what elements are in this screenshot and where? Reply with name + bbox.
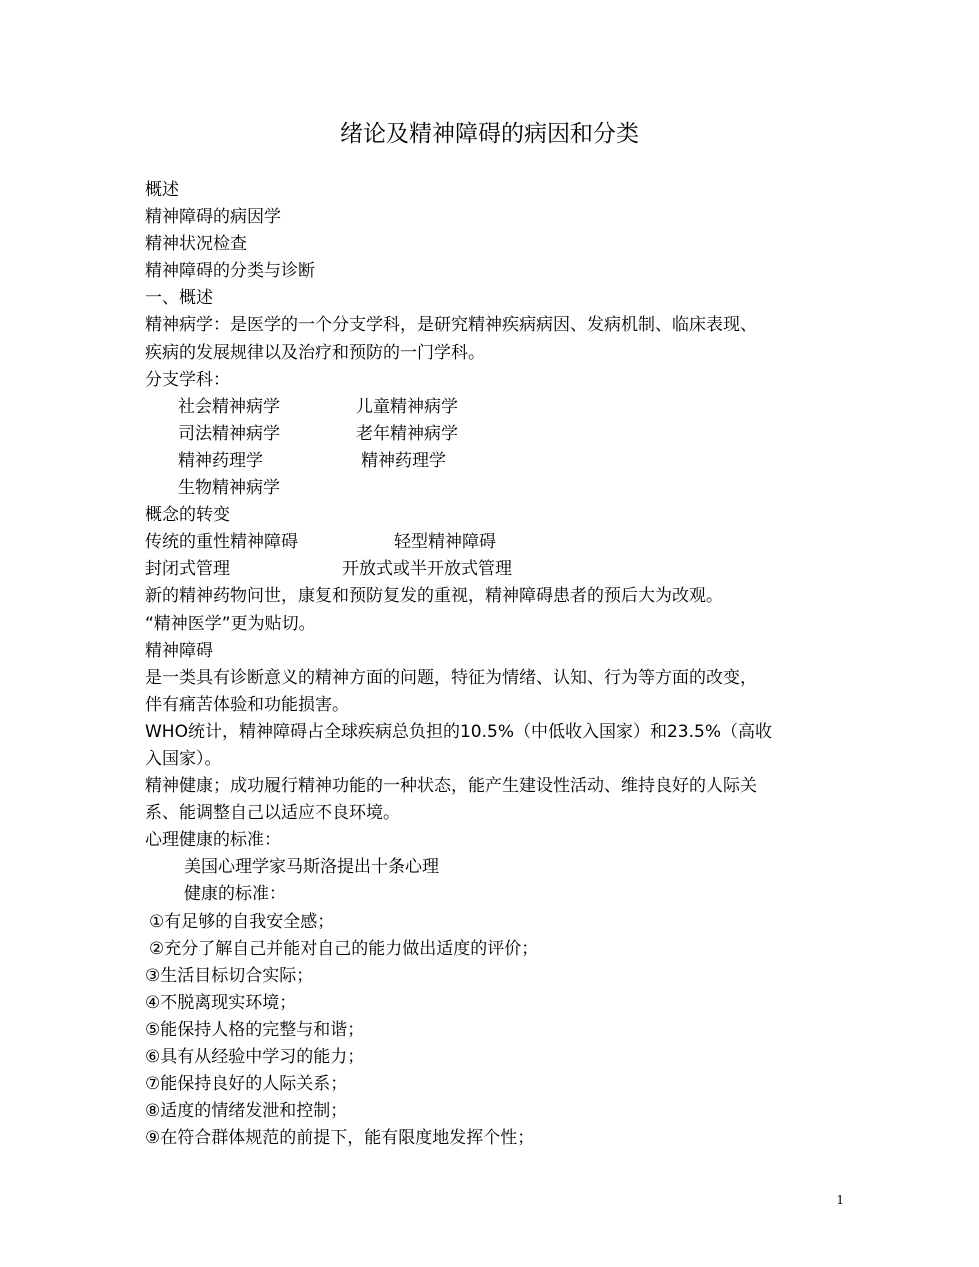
definition-line: 精神病学：是医学的一个分支学科，是研究精神疾病病因、发病机制、临床表现、 (145, 315, 757, 336)
mental-disorder-definition-line: 是一类具有诊断意义的精神方面的问题，特征为情绪、认知、行为等方面的改变， (145, 667, 757, 688)
subdiscipline-row (145, 394, 845, 421)
page-number: 1 (836, 1193, 844, 1207)
page-title: 绪论及精神障碍的病因和分类 (340, 121, 639, 147)
standard-item: ③生活目标切合实际； (145, 965, 314, 986)
section-heading: 一、概述 (145, 288, 213, 309)
who-statistic-line: 入国家）。 (145, 748, 222, 769)
subdiscipline-row (145, 421, 845, 448)
psych-health-heading: 心理健康的标准： (145, 830, 281, 851)
subdiscipline-last: 生物精神病学 (178, 478, 280, 499)
document-body (145, 177, 845, 1152)
psych-health-intro: 美国心理学家马斯洛提出十条心理 (184, 857, 439, 878)
psych-health-intro: 健康的标准： (184, 884, 286, 905)
standard-item: ①有足够的自我安全感； (149, 911, 335, 932)
concept-change-left: 封闭式管理 (145, 559, 230, 580)
concept-change-left: 传统的重性精神障碍 (145, 532, 298, 553)
subdiscipline-left: 精神药理学 (178, 450, 263, 471)
standard-item: ⑤能保持人格的完整与和谐； (145, 1019, 365, 1040)
subdiscipline-right: 精神药理学 (361, 450, 446, 471)
mental-health-line: 系、能调整自己以适应不良环境。 (145, 803, 400, 824)
subdisciplines-heading: 分支学科： (145, 369, 230, 390)
standard-item: ⑨在符合群体规范的前提下，能有限度地发挥个性； (145, 1128, 535, 1149)
outline-item: 概述 (145, 180, 179, 200)
concept-change-right: 轻型精神障碍 (394, 532, 496, 553)
subdiscipline-right: 老年精神病学 (356, 423, 458, 444)
concept-change-heading: 概念的转变 (145, 505, 230, 526)
outline-item: 精神状况检查 (145, 234, 247, 255)
subdiscipline-right: 儿童精神病学 (356, 396, 458, 417)
who-statistic-line: WHO统计，精神障碍占全球疾病总负担的10.5%（中低收入国家）和23.5%（高收 (145, 721, 772, 742)
definition-line: 疾病的发展规律以及治疗和预防的一门学科。 (145, 342, 485, 363)
outline-item: 精神障碍的病因学 (145, 207, 281, 228)
standard-item: ⑥具有从经验中学习的能力； (145, 1047, 365, 1067)
standard-item: ④不脱离现实环境； (145, 992, 297, 1013)
subdiscipline-row (145, 448, 845, 475)
standard-item: ②充分了解自己并能对自己的能力做出适度的评价； (149, 938, 539, 959)
concept-change-note: 新的精神药物问世，康复和预防复发的重视，精神障碍患者的预后大为改观。 (145, 586, 723, 607)
subdiscipline-left: 社会精神病学 (178, 396, 280, 417)
concept-change-row (145, 529, 845, 556)
concept-change-row (145, 556, 845, 583)
standard-item: ⑧适度的情绪发泄和控制； (145, 1101, 348, 1122)
subdiscipline-left: 司法精神病学 (178, 423, 280, 444)
mental-disorder-definition-line: 伴有痛苦体验和功能损害。 (145, 694, 349, 715)
mental-health-line: 精神健康；成功履行精神功能的一种状态，能产生建设性活动、维持良好的人际关 (145, 776, 757, 797)
standard-item: ⑦能保持良好的人际关系； (145, 1074, 348, 1095)
concept-change-right: 开放式或半开放式管理 (342, 559, 512, 580)
mental-disorder-heading: 精神障碍 (145, 640, 213, 661)
outline-item: 精神障碍的分类与诊断 (145, 261, 315, 282)
concept-change-note: “精神医学”更为贴切。 (145, 613, 316, 634)
